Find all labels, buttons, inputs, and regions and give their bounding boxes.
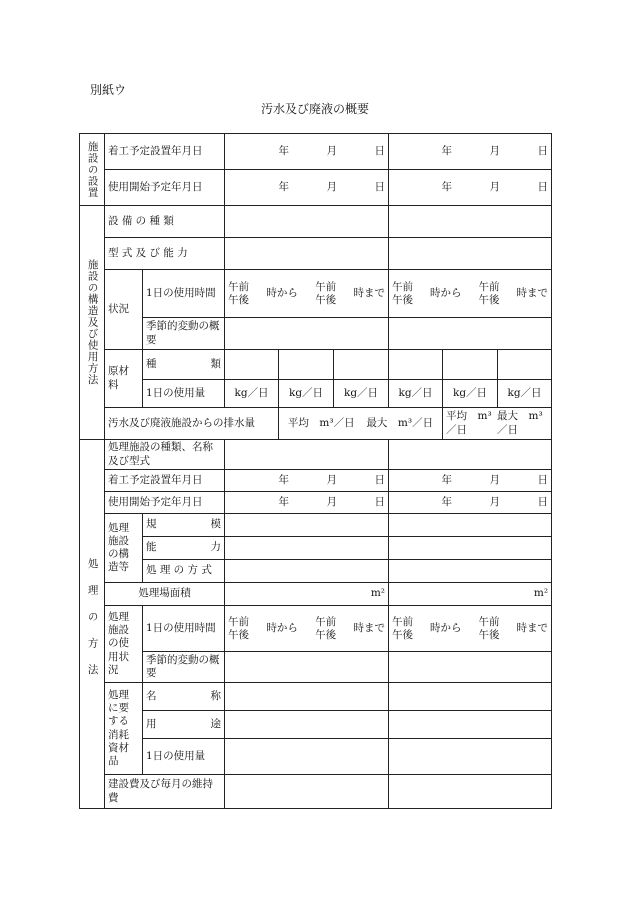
status-label: 状況	[105, 270, 143, 350]
treatment-seasonal-label: 季節的変動の概要	[143, 652, 225, 683]
appendix-label: 別紙ウ	[90, 83, 127, 97]
consumable-purpose-a[interactable]	[225, 711, 389, 739]
equipment-type-b[interactable]	[389, 206, 552, 238]
installation-start-date-label: 着工予定設置年月日	[105, 134, 225, 170]
treatment-use-date-b[interactable]: 年 月 日	[389, 492, 552, 514]
consumables-label: 処理に要する消耗資材品	[105, 683, 143, 775]
installation-start-date-a[interactable]: 年 月 日	[225, 134, 389, 170]
kind-cell-6[interactable]	[498, 350, 552, 380]
model-capacity-b[interactable]	[389, 238, 552, 270]
cost-label: 建設費及び毎月の維持費	[105, 775, 225, 809]
kg-cell-3[interactable]: kg／日	[334, 380, 389, 408]
method-b[interactable]	[389, 560, 552, 583]
installation-side-label: 施設の設置	[80, 134, 105, 206]
scale-label: 規 模	[143, 514, 225, 537]
installation-use-date-label: 使用開始予定年月日	[105, 170, 225, 206]
discharge-a[interactable]: 平均 m³／日 最大 m³／日	[279, 408, 443, 440]
treatment-structure-label: 処理施設の構造等	[105, 514, 143, 583]
capacity-label: 能 力	[143, 537, 225, 560]
installation-use-date-a[interactable]: 年 月 日	[225, 170, 389, 206]
kind-cell-2[interactable]	[279, 350, 334, 380]
area-label: 処理場面積	[105, 583, 225, 606]
consumable-name-b[interactable]	[389, 683, 552, 711]
discharge-label: 汚水及び廃液施設からの排水量	[105, 408, 279, 440]
treatment-usage-label: 処理施設の使用状況	[105, 606, 143, 683]
raw-daily-amount-label: 1日の使用量	[143, 380, 225, 408]
daily-hours-label: 1日の使用時間	[143, 270, 225, 318]
area-b[interactable]: m²	[389, 583, 552, 606]
equipment-type-a[interactable]	[225, 206, 389, 238]
treatment-daily-hours-b[interactable]: 午前 午後 時から 午前 午後 時まで	[389, 606, 552, 652]
raw-material-label: 原材料	[105, 350, 143, 408]
structure-side-label: 施設の構造及び使用方法	[80, 206, 105, 440]
treatment-use-date-label: 使用開始予定年月日	[105, 492, 225, 514]
facility-type-label: 処理施設の種類、名称及び型式	[105, 440, 225, 470]
capacity-a[interactable]	[225, 537, 389, 560]
scale-b[interactable]	[389, 514, 552, 537]
consumable-daily-amount-label: 1日の使用量	[143, 739, 225, 775]
discharge-b[interactable]: 平均 m³／日 最大 m³／日	[443, 408, 552, 440]
overview-form-table	[79, 133, 552, 809]
method-a[interactable]	[225, 560, 389, 583]
treatment-start-date-label: 着工予定設置年月日	[105, 470, 225, 492]
consumable-purpose-b[interactable]	[389, 711, 552, 739]
treatment-daily-hours-a[interactable]: 午前 午後 時から 午前 午後 時まで	[225, 606, 389, 652]
daily-hours-b[interactable]: 午前 午後 時から 午前 午後 時まで	[389, 270, 552, 318]
treatment-seasonal-b[interactable]	[389, 652, 552, 683]
seasonal-b[interactable]	[389, 318, 552, 350]
kind-cell-1[interactable]	[225, 350, 279, 380]
treatment-start-date-b[interactable]: 年 月 日	[389, 470, 552, 492]
kind-label: 種 類	[143, 350, 225, 380]
consumable-amount-b[interactable]	[389, 739, 552, 775]
treatment-side-label: 処理の方法	[80, 440, 105, 809]
treatment-use-date-a[interactable]: 年 月 日	[225, 492, 389, 514]
kind-cell-3[interactable]	[334, 350, 389, 380]
facility-type-a[interactable]	[225, 440, 389, 470]
kg-cell-1[interactable]: kg／日	[225, 380, 279, 408]
installation-use-date-b[interactable]: 年 月 日	[389, 170, 552, 206]
treatment-start-date-a[interactable]: 年 月 日	[225, 470, 389, 492]
facility-type-b[interactable]	[389, 440, 552, 470]
installation-start-date-b[interactable]: 年 月 日	[389, 134, 552, 170]
kg-cell-6[interactable]: kg／日	[498, 380, 552, 408]
area-a[interactable]: m²	[225, 583, 389, 606]
model-capacity-a[interactable]	[225, 238, 389, 270]
kind-cell-4[interactable]	[389, 350, 443, 380]
kind-cell-5[interactable]	[443, 350, 498, 380]
equipment-type-label: 設 備 の 種 類	[105, 206, 225, 238]
name-label: 名 称	[143, 683, 225, 711]
kg-cell-2[interactable]: kg／日	[279, 380, 334, 408]
cost-b[interactable]	[389, 775, 552, 809]
purpose-label: 用 途	[143, 711, 225, 739]
method-label: 処 理 の 方 式	[143, 560, 225, 583]
cost-a[interactable]	[225, 775, 389, 809]
consumable-amount-a[interactable]	[225, 739, 389, 775]
kg-cell-5[interactable]: kg／日	[443, 380, 498, 408]
consumable-name-a[interactable]	[225, 683, 389, 711]
seasonal-a[interactable]	[225, 318, 389, 350]
treatment-daily-hours-label: 1日の使用時間	[143, 606, 225, 652]
kg-cell-4[interactable]: kg／日	[389, 380, 443, 408]
model-capacity-label: 型 式 及 び 能 力	[105, 238, 225, 270]
treatment-seasonal-a[interactable]	[225, 652, 389, 683]
daily-hours-a[interactable]: 午前 午後 時から 午前 午後 時まで	[225, 270, 389, 318]
seasonal-label: 季節的変動の概要	[143, 318, 225, 350]
capacity-b[interactable]	[389, 537, 552, 560]
page-title: 汚水及び廃液の概要	[260, 102, 369, 116]
scale-a[interactable]	[225, 514, 389, 537]
